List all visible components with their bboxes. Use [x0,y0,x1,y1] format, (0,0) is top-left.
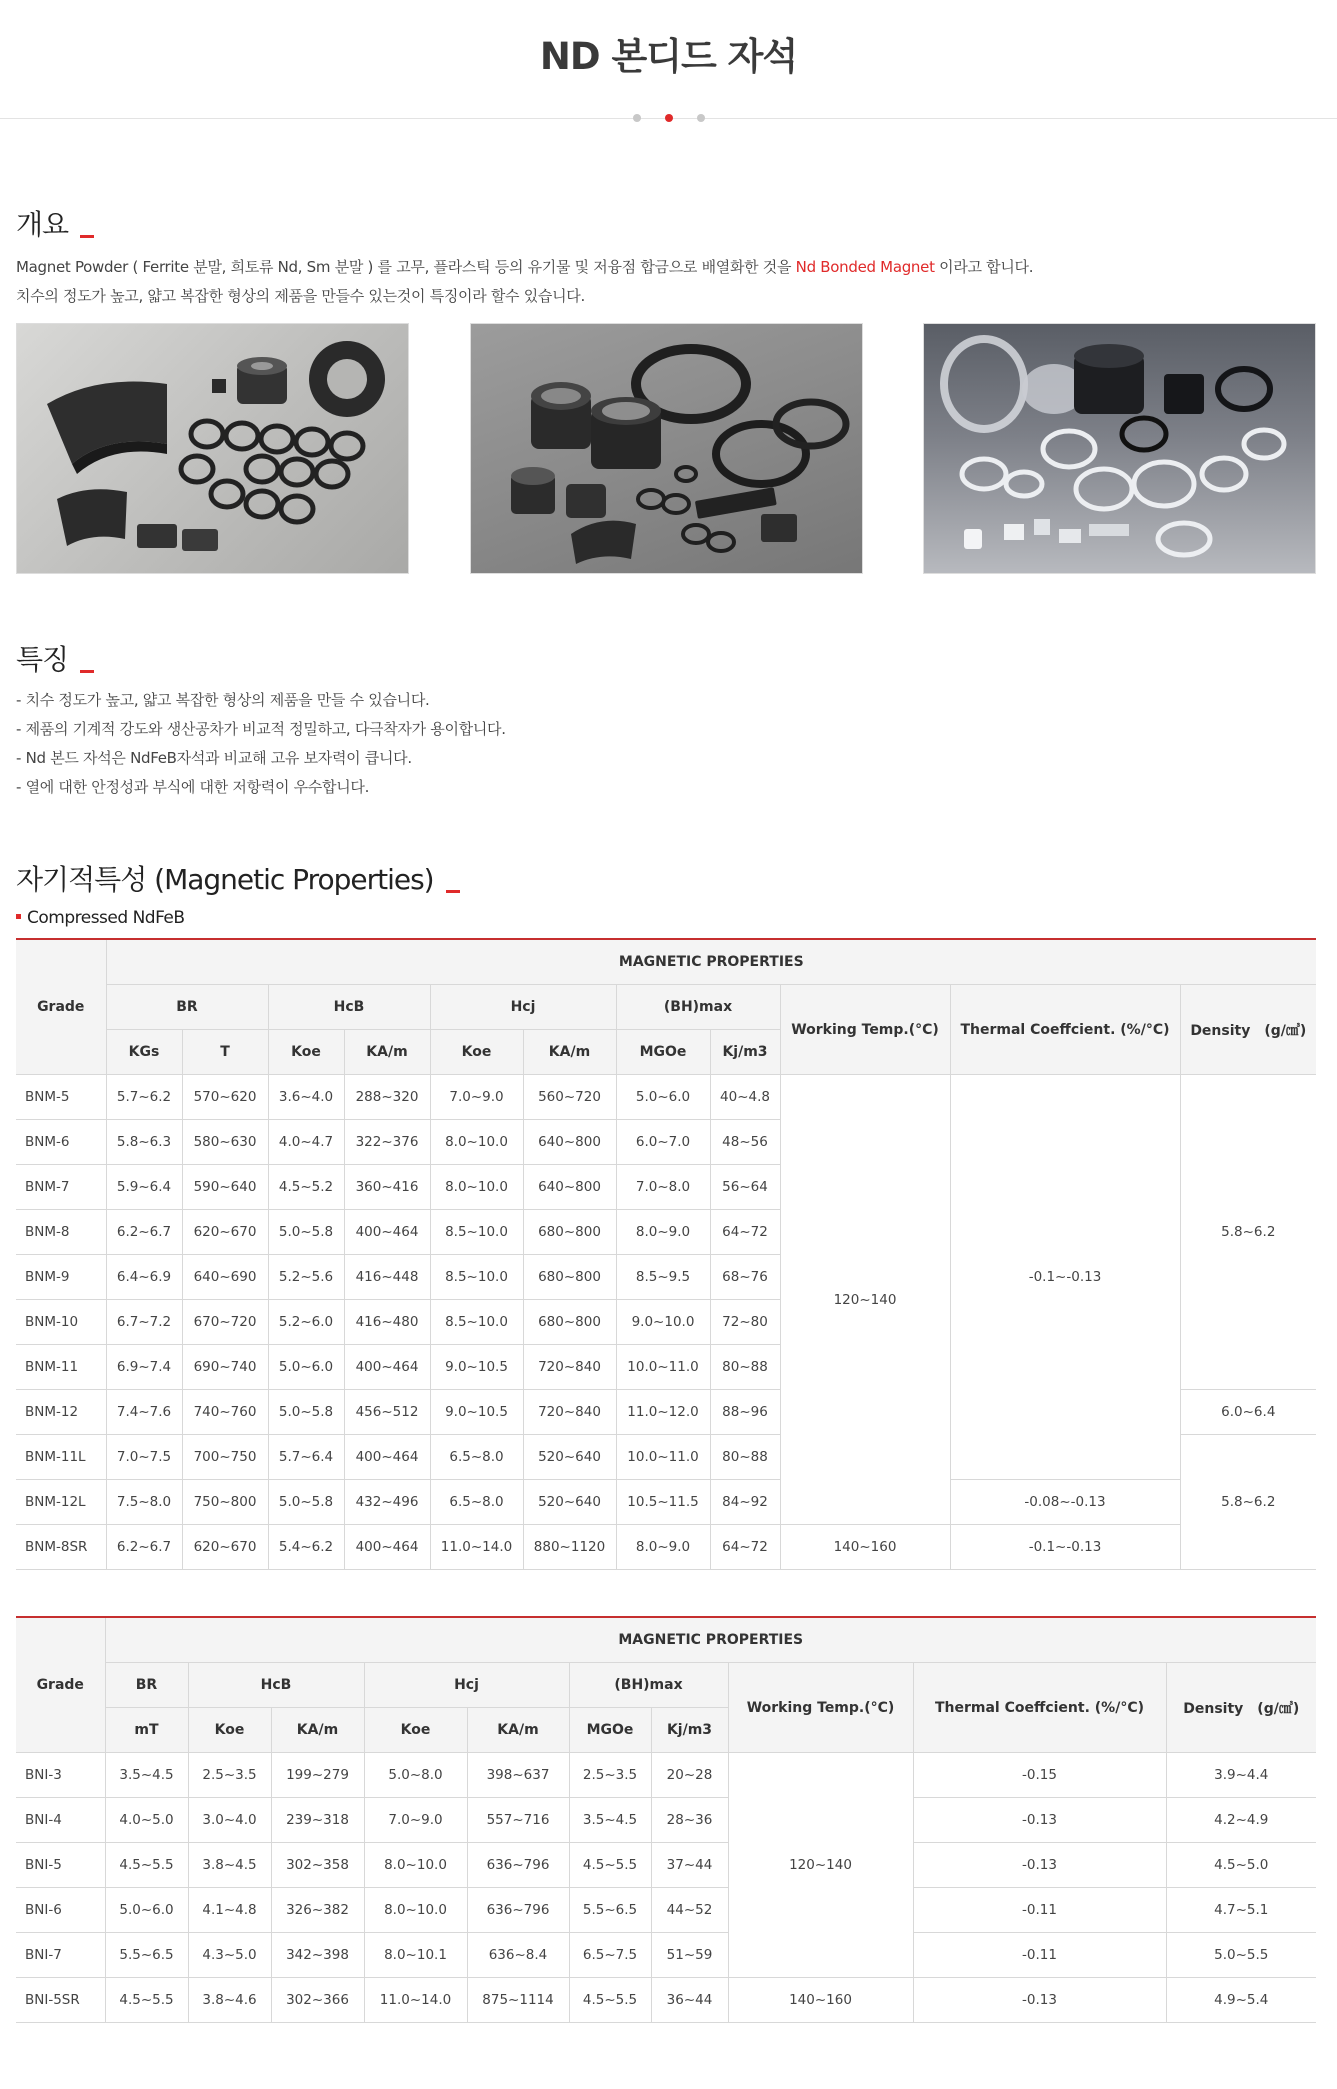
cell-hcj-koe: 8.0~10.0 [364,1843,467,1888]
feature-item: - Nd 본드 자석은 NdFeB자석과 비교해 고유 보자력이 큽니다. [16,749,412,767]
magnetic-title: 자기적특성 (Magnetic Properties) [16,860,1316,900]
table-row [16,1525,1316,1570]
cell-density: 5.8~6.2 [1180,1435,1316,1570]
cell-mgoe: 9.0~10.0 [616,1300,710,1345]
cell-hcj-kam: 520~640 [523,1435,616,1480]
cell-hcb-kam: 416~448 [344,1255,430,1300]
cell-hcb-kam: 326~382 [271,1888,364,1933]
header-working-temp: Working Temp.(°C) [728,1663,913,1753]
cell-thermal: -0.11 [913,1888,1166,1933]
header-bhmax: (BH)max [616,985,780,1030]
cell-hcj-kam: 680~800 [523,1210,616,1255]
cell-hcb-koe: 5.2~5.6 [268,1255,344,1300]
cell-thermal: -0.08~-0.13 [950,1480,1180,1525]
feature-item: - 열에 대한 안정성과 부식에 대한 저항력이 우수합니다. [16,778,370,796]
cell-kjm3: 20~28 [651,1753,728,1798]
cell-t: 590~640 [182,1165,268,1210]
cell-working-temp: 140~160 [780,1525,950,1570]
cell-grade: BNM-10 [16,1300,106,1345]
cell-hcj-koe: 9.0~10.5 [430,1345,523,1390]
indicator-dot[interactable] [697,114,705,122]
cell-hcj-koe: 6.5~8.0 [430,1435,523,1480]
cell-hcb-koe: 4.3~5.0 [188,1933,271,1978]
header-magnetic-properties: MAGNETIC PROPERTIES [105,1617,1316,1663]
header-grade: Grade [16,1617,105,1753]
cell-hcb-kam: 432~496 [344,1480,430,1525]
cell-t: 620~670 [182,1210,268,1255]
cell-hcj-koe: 8.5~10.0 [430,1300,523,1345]
cell-hcj-kam: 636~796 [467,1888,569,1933]
cell-kjm3: 51~59 [651,1933,728,1978]
cell-hcb-kam: 288~320 [344,1075,430,1120]
cell-mgoe: 5.5~6.5 [569,1888,651,1933]
header-thermal: Thermal Coeffcient. (%/°C) [950,985,1180,1075]
cell-hcb-kam: 400~464 [344,1525,430,1570]
cell-hcj-koe: 8.0~10.0 [364,1888,467,1933]
cell-grade: BNI-5 [16,1843,105,1888]
cell-hcb-kam: 302~366 [271,1978,364,2023]
cell-t: 670~720 [182,1300,268,1345]
cell-mgoe: 2.5~3.5 [569,1753,651,1798]
cell-t: 570~620 [182,1075,268,1120]
cell-kjm3: 72~80 [710,1300,780,1345]
header-grade: Grade [16,939,106,1075]
header-hcj: Hcj [364,1663,569,1708]
cell-mt: 5.0~6.0 [105,1888,188,1933]
cell-density: 6.0~6.4 [1180,1390,1316,1435]
cell-hcb-kam: 456~512 [344,1390,430,1435]
cell-hcb-koe: 5.0~5.8 [268,1390,344,1435]
cell-thermal: -0.13 [913,1798,1166,1843]
cell-grade: BNM-8SR [16,1525,106,1570]
cell-grade: BNM-5 [16,1075,106,1120]
cell-density: 4.9~5.4 [1166,1978,1316,2023]
features-title: 특징 [16,640,1316,680]
header-thermal: Thermal Coeffcient. (%/°C) [913,1663,1166,1753]
cell-working-temp: 140~160 [728,1978,913,2023]
cell-hcb-koe: 3.8~4.5 [188,1843,271,1888]
cell-hcb-kam: 400~464 [344,1345,430,1390]
cell-hcb-kam: 400~464 [344,1210,430,1255]
cell-hcj-koe: 8.5~10.0 [430,1210,523,1255]
magnetic-subtitle: Compressed NdFeB [16,906,1316,930]
cell-density: 5.8~6.2 [1180,1075,1316,1390]
cell-mgoe: 4.5~5.5 [569,1978,651,2023]
page-header [0,0,1337,119]
header-hcb-koe: Koe [188,1708,271,1753]
cell-hcj-kam: 560~720 [523,1075,616,1120]
cell-grade: BNM-11 [16,1345,106,1390]
cell-mt: 4.5~5.5 [105,1843,188,1888]
header-hcb: HcB [268,985,430,1030]
cell-kjm3: 40~4.8 [710,1075,780,1120]
cell-mgoe: 3.5~4.5 [569,1798,651,1843]
cell-hcb-kam: 342~398 [271,1933,364,1978]
cell-kgs: 6.2~6.7 [106,1210,182,1255]
cell-t: 700~750 [182,1435,268,1480]
cell-hcb-koe: 2.5~3.5 [188,1753,271,1798]
features-section [16,640,1316,802]
cell-hcb-koe: 3.6~4.0 [268,1075,344,1120]
cell-hcb-koe: 4.5~5.2 [268,1165,344,1210]
header-mt: mT [105,1708,188,1753]
cell-t: 750~800 [182,1480,268,1525]
cell-hcj-koe: 11.0~14.0 [364,1978,467,2023]
header-density: Density (g/㎤) [1166,1663,1316,1753]
cell-hcb-koe: 4.0~4.7 [268,1120,344,1165]
header-br: BR [106,985,268,1030]
cell-hcb-kam: 302~358 [271,1843,364,1888]
cell-hcb-koe: 5.7~6.4 [268,1435,344,1480]
features-list [16,686,1316,802]
table-row [16,1075,1316,1120]
header-hcj-kam: KA/m [467,1708,569,1753]
cell-kjm3: 56~64 [710,1165,780,1210]
cell-hcj-kam: 875~1114 [467,1978,569,2023]
cell-mgoe: 5.0~6.0 [616,1075,710,1120]
cell-kgs: 7.4~7.6 [106,1390,182,1435]
cell-hcj-kam: 636~796 [467,1843,569,1888]
magnetic-section [16,860,1316,2023]
properties-table-bni [16,1616,1316,2023]
cell-grade: BNI-6 [16,1888,105,1933]
cell-density: 5.0~5.5 [1166,1933,1316,1978]
indicator-dot-active[interactable] [665,114,673,122]
feature-item: - 제품의 기계적 강도와 생산공차가 비교적 정밀하고, 다극착자가 용이합니다. [16,720,506,738]
cell-hcj-koe: 6.5~8.0 [430,1480,523,1525]
cell-kgs: 5.7~6.2 [106,1075,182,1120]
cell-kjm3: 84~92 [710,1480,780,1525]
cell-kgs: 6.4~6.9 [106,1255,182,1300]
header-mgoe: MGOe [569,1708,651,1753]
cell-density: 4.2~4.9 [1166,1798,1316,1843]
table-row [16,1933,1316,1978]
cell-kjm3: 28~36 [651,1798,728,1843]
overview-text: Magnet Powder ( Ferrite 분말, 희토류 Nd, Sm 분말 ) 를 고무, 플라스틱 등의 유기물 및 저융점 합금으로 배열화한 것을 Nd Bonded Magnet 이라고 합니다. 치수의 정도가 높고, 얇고 복잡한 형상의 제품을 만들수 있는것이 특징이라 할수 있습니다. [16,258,1034,305]
cell-mt: 4.5~5.5 [105,1978,188,2023]
cell-hcb-koe: 4.1~4.8 [188,1888,271,1933]
cell-mt: 5.5~6.5 [105,1933,188,1978]
table-row [16,1753,1316,1798]
cell-mgoe: 6.5~7.5 [569,1933,651,1978]
cell-kjm3: 68~76 [710,1255,780,1300]
cell-hcb-koe: 5.0~5.8 [268,1210,344,1255]
cell-hcb-koe: 3.8~4.6 [188,1978,271,2023]
header-magnetic-properties: MAGNETIC PROPERTIES [106,939,1316,985]
cell-hcb-koe: 5.0~6.0 [268,1345,344,1390]
cell-mgoe: 8.0~9.0 [616,1210,710,1255]
cell-t: 620~670 [182,1525,268,1570]
cell-grade: BNM-8 [16,1210,106,1255]
page-title: ND 본디드 자석 [539,35,798,78]
cell-kgs: 6.9~7.4 [106,1345,182,1390]
header-hcb: HcB [188,1663,364,1708]
product-photos [16,323,1316,574]
cell-hcj-koe: 5.0~8.0 [364,1753,467,1798]
cell-hcj-kam: 680~800 [523,1300,616,1345]
cell-mgoe: 10.5~11.5 [616,1480,710,1525]
feature-item: - 치수 정도가 높고, 얇고 복잡한 형상의 제품을 만들 수 있습니다. [16,691,430,709]
cell-thermal: -0.13 [913,1843,1166,1888]
cell-mt: 3.5~4.5 [105,1753,188,1798]
cell-kjm3: 64~72 [710,1210,780,1255]
cell-density: 4.5~5.0 [1166,1843,1316,1888]
header-kgs: KGs [106,1030,182,1075]
indicator-dot[interactable] [633,114,641,122]
cell-hcj-koe: 8.0~10.1 [364,1933,467,1978]
cell-mgoe: 8.0~9.0 [616,1525,710,1570]
cell-kjm3: 80~88 [710,1345,780,1390]
cell-hcj-koe: 7.0~9.0 [430,1075,523,1120]
page-indicator [0,114,1337,122]
cell-kjm3: 64~72 [710,1525,780,1570]
cell-kjm3: 48~56 [710,1120,780,1165]
cell-hcj-kam: 636~8.4 [467,1933,569,1978]
cell-thermal: -0.1~-0.13 [950,1075,1180,1480]
header-t: T [182,1030,268,1075]
cell-kjm3: 88~96 [710,1390,780,1435]
cell-hcb-kam: 239~318 [271,1798,364,1843]
cell-hcb-koe: 5.4~6.2 [268,1525,344,1570]
header-bhmax: (BH)max [569,1663,728,1708]
cell-t: 690~740 [182,1345,268,1390]
cell-grade: BNM-7 [16,1165,106,1210]
cell-mgoe: 4.5~5.5 [569,1843,651,1888]
header-hcj-koe: Koe [364,1708,467,1753]
cell-hcj-koe: 8.0~10.0 [430,1120,523,1165]
table-row [16,1843,1316,1888]
cell-kgs: 5.9~6.4 [106,1165,182,1210]
cell-kjm3: 80~88 [710,1435,780,1480]
highlight-text: Nd Bonded Magnet [795,258,935,276]
cell-mgoe: 11.0~12.0 [616,1390,710,1435]
cell-hcj-kam: 880~1120 [523,1525,616,1570]
cell-kjm3: 37~44 [651,1843,728,1888]
cell-grade: BNM-6 [16,1120,106,1165]
cell-grade: BNM-12L [16,1480,106,1525]
cell-thermal: -0.11 [913,1933,1166,1978]
cell-kgs: 5.8~6.3 [106,1120,182,1165]
cell-t: 640~690 [182,1255,268,1300]
cell-hcb-kam: 322~376 [344,1120,430,1165]
cell-hcb-koe: 5.0~5.8 [268,1480,344,1525]
table-row [16,1978,1316,2023]
header-hcj-koe: Koe [430,1030,523,1075]
cell-grade: BNI-5SR [16,1978,105,2023]
product-photo-rings [470,323,863,574]
header-density: Density (g/㎤) [1180,985,1316,1075]
cell-hcj-kam: 720~840 [523,1345,616,1390]
header-hcb-kam: KA/m [344,1030,430,1075]
header-kjm3: Kj/m3 [710,1030,780,1075]
product-photo-white-rings [923,323,1316,574]
header-hcb-kam: KA/m [271,1708,364,1753]
cell-hcb-kam: 400~464 [344,1435,430,1480]
header-working-temp: Working Temp.(°C) [780,985,950,1075]
cell-hcb-kam: 416~480 [344,1300,430,1345]
properties-table-bnm [16,938,1316,1570]
cell-thermal: -0.15 [913,1753,1166,1798]
cell-working-temp: 120~140 [780,1075,950,1525]
cell-hcj-kam: 520~640 [523,1480,616,1525]
cell-hcj-kam: 640~800 [523,1165,616,1210]
cell-working-temp: 120~140 [728,1753,913,1978]
cell-t: 740~760 [182,1390,268,1435]
cell-mgoe: 10.0~11.0 [616,1435,710,1480]
cell-grade: BNI-7 [16,1933,105,1978]
cell-mgoe: 10.0~11.0 [616,1345,710,1390]
cell-hcj-kam: 557~716 [467,1798,569,1843]
cell-hcj-koe: 8.5~10.0 [430,1255,523,1300]
cell-kgs: 7.0~7.5 [106,1435,182,1480]
cell-hcj-koe: 7.0~9.0 [364,1798,467,1843]
cell-kgs: 7.5~8.0 [106,1480,182,1525]
cell-grade: BNM-12 [16,1390,106,1435]
table-row [16,1888,1316,1933]
overview-title: 개요 [16,205,1316,245]
header-mgoe: MGOe [616,1030,710,1075]
cell-hcj-kam: 680~800 [523,1255,616,1300]
header-kjm3: Kj/m3 [651,1708,728,1753]
cell-hcj-kam: 398~637 [467,1753,569,1798]
cell-t: 580~630 [182,1120,268,1165]
overview-section [16,205,1316,574]
cell-mgoe: 8.5~9.5 [616,1255,710,1300]
cell-hcj-koe: 8.0~10.0 [430,1165,523,1210]
cell-kjm3: 36~44 [651,1978,728,2023]
cell-grade: BNI-4 [16,1798,105,1843]
cell-hcj-kam: 640~800 [523,1120,616,1165]
cell-hcb-koe: 3.0~4.0 [188,1798,271,1843]
cell-hcb-koe: 5.2~6.0 [268,1300,344,1345]
cell-grade: BNM-9 [16,1255,106,1300]
cell-kjm3: 44~52 [651,1888,728,1933]
cell-density: 3.9~4.4 [1166,1753,1316,1798]
cell-kgs: 6.7~7.2 [106,1300,182,1345]
cell-grade: BNM-11L [16,1435,106,1480]
cell-mt: 4.0~5.0 [105,1798,188,1843]
table-row [16,1798,1316,1843]
table-row [16,1480,1316,1525]
cell-mgoe: 7.0~8.0 [616,1165,710,1210]
cell-thermal: -0.1~-0.13 [950,1525,1180,1570]
header-br: BR [105,1663,188,1708]
cell-hcj-koe: 9.0~10.5 [430,1390,523,1435]
cell-grade: BNI-3 [16,1753,105,1798]
cell-hcb-kam: 199~279 [271,1753,364,1798]
header-hcj-kam: KA/m [523,1030,616,1075]
cell-hcj-kam: 720~840 [523,1390,616,1435]
header-hcb-koe: Koe [268,1030,344,1075]
cell-density: 4.7~5.1 [1166,1888,1316,1933]
cell-kgs: 6.2~6.7 [106,1525,182,1570]
header-hcj: Hcj [430,985,616,1030]
product-photo-black-magnets [16,323,409,574]
cell-thermal: -0.13 [913,1978,1166,2023]
cell-hcb-kam: 360~416 [344,1165,430,1210]
cell-hcj-koe: 11.0~14.0 [430,1525,523,1570]
cell-mgoe: 6.0~7.0 [616,1120,710,1165]
